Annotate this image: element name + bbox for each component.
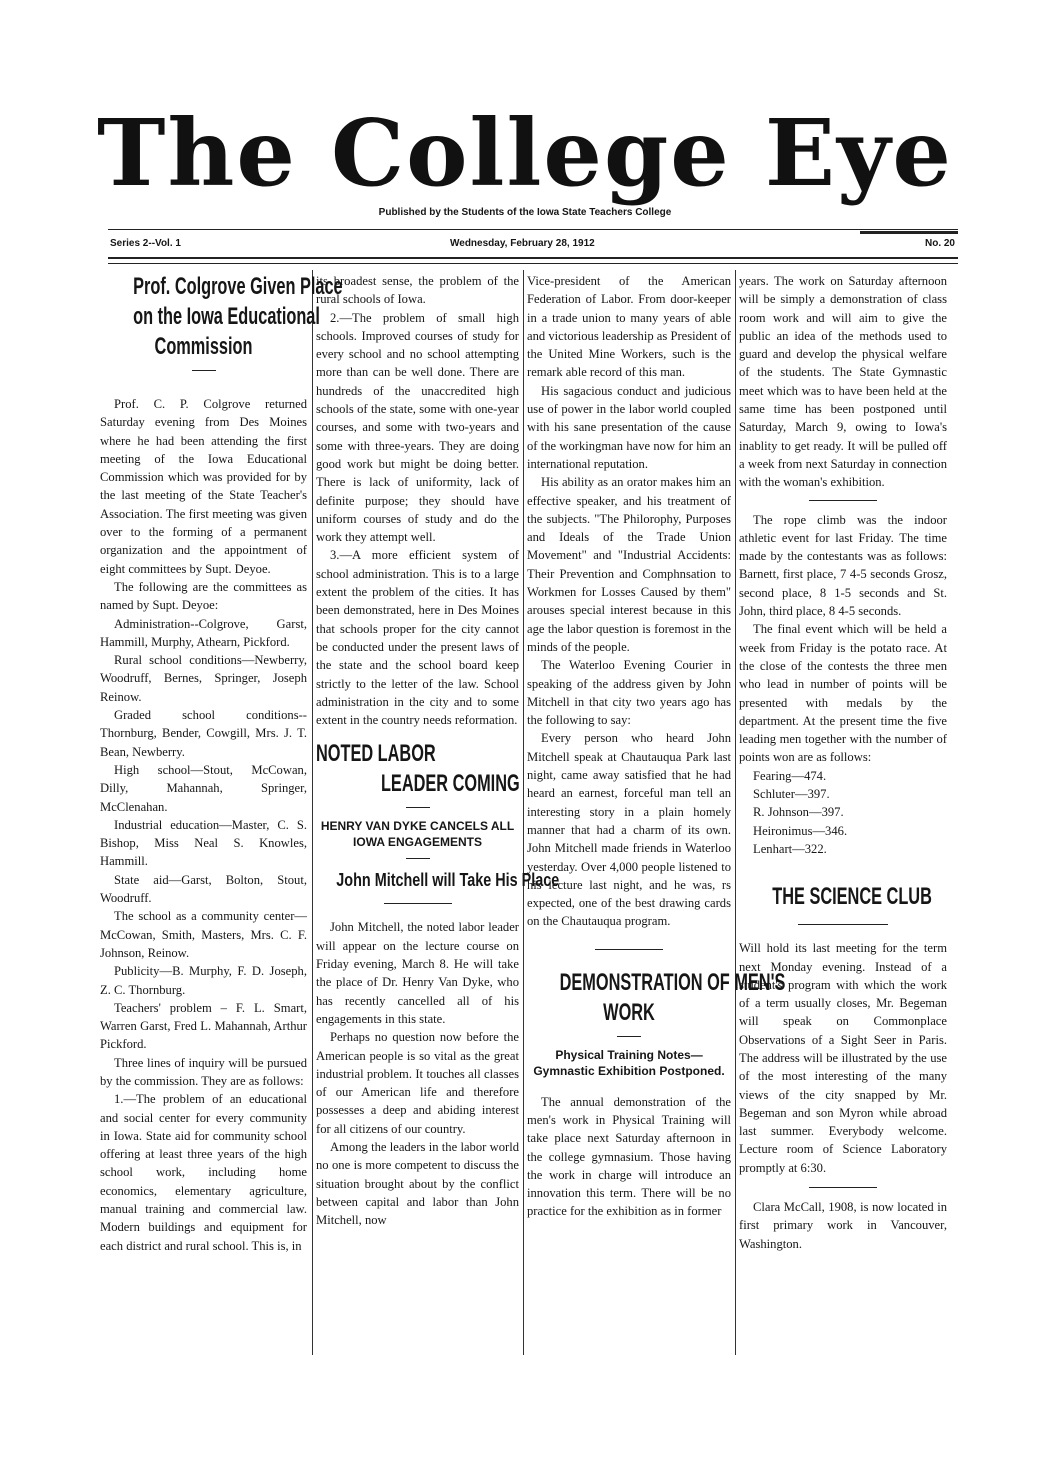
list-item: Lenhart—322. [753, 841, 827, 856]
column-4 [739, 272, 947, 1352]
divider [406, 858, 430, 859]
column-rule [735, 270, 736, 1355]
article-headline: Commission [154, 333, 253, 360]
column-3 [527, 272, 786, 1352]
paragraph: The following are the committees as named by Supt. Deyoe: [100, 579, 307, 613]
paragraph: Industrial education—Master, C. S. Bishop, Miss Neal S. Knowles, Hammill. [100, 817, 307, 869]
list-item: Fearing—474. [753, 768, 827, 783]
paragraph: Every person who heard John Mitchell speak at Chautauqua Park last night, came away satisfied that he had heard an earnest, forceful man tell an interesting story in a plain homely manner that had a charm of its own. John Mitchell made friends in Waterloo yesterday. Over 4,000 people listened to his lecture last night, and he was, rs expected, one of the best drawing cards on the Chautauqua program. [527, 731, 731, 929]
paragraph: its broadest sense, the problem of the rural schools of Iowa. [316, 274, 519, 307]
column-2 [316, 272, 560, 1352]
article-headline: LEADER COMING [380, 770, 520, 798]
paragraph: State aid—Garst, Bolton, Stout, Woodruff. [100, 872, 307, 906]
masthead-subtitle: Published by the Students of the Iowa State Teachers College [378, 207, 672, 218]
divider [406, 807, 430, 808]
issue-number: No. 20 [924, 238, 955, 249]
paragraph: Teachers' problem – F. L. Smart, Warren Garst, Fred L. Mahannah, Arthur Pickford. [100, 1000, 307, 1052]
divider [809, 1187, 877, 1188]
divider [798, 924, 888, 925]
column-rule [523, 270, 524, 1355]
paragraph: Perhaps no question now before the American people is so vital as the great industrial problem. It touches all classes of our American life and therefore possesses a deep and abiding interest for all citizens of our country. [316, 1030, 519, 1136]
dateline [110, 238, 955, 254]
paragraph: years. The work on Saturday afternoon will be simply a demonstration of class room work and will aim to give the public an idea of the methods used to guard and develop the physical welfare of the students. The State Gymnastic meet which was to have been held at the same time has been postponed until Saturday, March 9, owing to Iowa's inablity to get ready. It will be pulled off a week from next Saturday in connection with the woman's exhibition. [739, 274, 947, 490]
list-item: R. Johnson—397. [753, 805, 844, 820]
rule [108, 229, 958, 230]
paragraph: 1.—The problem of an educational and social center for every community in Iowa. State aid for community school offering at least three years of the high school work, including home economics, elementary agriculture, manual training and commercial law. Modern buildings and equipment for each district and rural school. This is, in [100, 1092, 307, 1253]
divider [192, 370, 216, 371]
rule [860, 231, 958, 234]
paragraph: Three lines of inquiry will be pursued by the commission. They are as follows: [100, 1055, 307, 1088]
paragraph: 2.—The problem of small high schools. Improved courses of study for every school and no school attempting more than can be well done. There are hundreds of the unaccredited high schools of the state, some with one-year courses, and some with two-years and some with three-years. They are doing good work but might be doing better. There is lack of uniformity, lack of definite purpose; they should have uniform courses of study and do the work they attempt well. [316, 310, 519, 545]
paragraph: The annual demonstration of the men's work in Physical Training will take place next Saturday afternoon in the college gymnasium. Those having the work in charge will introduce an innovation this term. There will be no practice for the exhibition as in former [527, 1094, 731, 1219]
article-headline: Prof. Colgrove Given Place [133, 273, 343, 300]
paragraph: Rural school conditions—Newberry, Woodruff, Bernes, Springer, Joseph Reinow. [100, 653, 307, 704]
paragraph: Among the leaders in the labor world no one is more competent to discuss the situation brought about by the conflict between capital and labor than John Mitchell, now [316, 1139, 519, 1228]
list-item: Heironimus—346. [753, 823, 848, 838]
paragraph: The rope climb was the indoor athletic event for last Friday. The time made by the contestants was as follows: Barnett, first place, 7 4-5 seconds Grosz, second place, 8 1-5 seconds and St. John, third place, 8 4-5 seconds. [739, 512, 947, 619]
paragraph: Publicity—B. Murphy, F. D. Joseph, Z. C. Thornburg. [100, 964, 307, 997]
article-headline: NOTED LABOR [316, 740, 436, 768]
list-item: Schluter—397. [753, 787, 830, 802]
paragraph: Clara McCall, 1908, is now located in first primary work in Vancouver, Washington. [739, 1200, 947, 1251]
column-rule [312, 270, 313, 1355]
paragraph: 3.—A more efficient system of school administration. This is to a large extent the problem of the cities. It has been demonstrated, here in Des Moines that schools proper for the city cannot be conducted under the present laws of the state and the school board keep strictly to the letter of the law. School administration in the city and to some extent in the country needs reformation. [316, 548, 519, 728]
paragraph: High school—Stout, McCowan, Dilly, Mahannah, Springer, McClenahan. [100, 762, 307, 814]
paragraph: Will hold its last meeting for the term next Monday evening. Instead of a student's program with which the work of a term usually closes, Mr. Begeman will speak on Commonplace Observations of a Sight Seer in Paris. The address will be illustrated by the use of the most interesting of the many views of the city snapped by Mr. Begeman and son Myron while abroad last summer. Everybody welcome. Lecture room of Science Laboratory promptly at 6:30. [739, 941, 947, 1175]
article-headline: DEMONSTRATION OF MEN'S [559, 968, 786, 996]
article-headline: THE SCIENCE CLUB [772, 883, 932, 911]
column-1 [100, 272, 343, 1352]
divider [595, 949, 663, 950]
rule [108, 263, 958, 264]
divider [617, 1036, 641, 1037]
article-subhead: Physical Training Notes—Gymnastic Exhibition Postponed. [533, 1047, 725, 1078]
paragraph: Vice-president of the American Federation of Labor. From door-keeper in a trade union to many years of able and victorious leadership as President of the United Mine Workers, such is the remark able record of this man. [527, 274, 731, 380]
paragraph: Graded school conditions--Thornburg, Bender, Cowgill, Mrs. J. T. Bean, Newberry. [100, 708, 307, 759]
paragraph: The final event which will be held a week from Friday is the potato race. At the close of the contests the three men who lead in number of points will be presented with medals by the department. At the present time the five leading men together with the number of points won are as follows: [739, 622, 947, 765]
paragraph: The school as a community center—McCowan, Smith, Masters, Mrs. C. F. Johnson, Reinow. [100, 909, 307, 960]
paragraph: Administration--Colgrove, Garst, Hammill, Murphy, Athearn, Pickford. [100, 616, 307, 649]
paragraph: His sagacious conduct and judicious use of power in the labor world coupled with his sane presentation of the cause of the workingman have now for him an international reputation. [527, 383, 731, 471]
score-list [739, 767, 947, 858]
article-subhead: HENRY VAN DYKE CANCELS ALL IOWA ENGAGEMENTS [320, 819, 515, 850]
divider [809, 500, 877, 501]
divider [384, 903, 452, 904]
article-subhead: John Mitchell will Take His Place [336, 870, 560, 891]
article-headline: WORK [603, 998, 655, 1026]
series-label: Series 2--Vol. 1 [110, 238, 181, 249]
paragraph: The Waterloo Evening Courier in speaking of the address given by John Mitchell in that city two years ago has the following to say: [527, 658, 731, 728]
paragraph: John Mitchell, the noted labor leader will appear on the lecture course on Friday evening, March 8. He will take the place of Dr. Henry Van Dyke, who has recently cancelled all of his engagements in this state. [316, 920, 519, 1026]
masthead-title: The College Eye [97, 99, 953, 207]
paragraph: Prof. C. P. Colgrove returned Saturday evening from Des Moines where he had been attending the first meeting of the Iowa Educational Commission which was provided for by the last meeting of the State Teacher's Association. The first meeting was given over to the forming of a permanent organization and the appointment of eight committees by Supt. Deyoe. [100, 397, 307, 576]
issue-date: Wednesday, February 28, 1912 [450, 238, 595, 249]
article-headline: on the Iowa Educational [133, 303, 320, 330]
rule [108, 257, 958, 259]
paragraph: His ability as an orator makes him an effective speaker, and his treatment of the subjects. "The Philorophy, Purposes and Ideals of the Trade Union Movement" and "Industrial Accidents: Their Prevention and Comphnsation to Workmen for Losses Caused by them" arouses special interest because in this age the labor question is foremost in the minds of the people. [527, 475, 731, 654]
